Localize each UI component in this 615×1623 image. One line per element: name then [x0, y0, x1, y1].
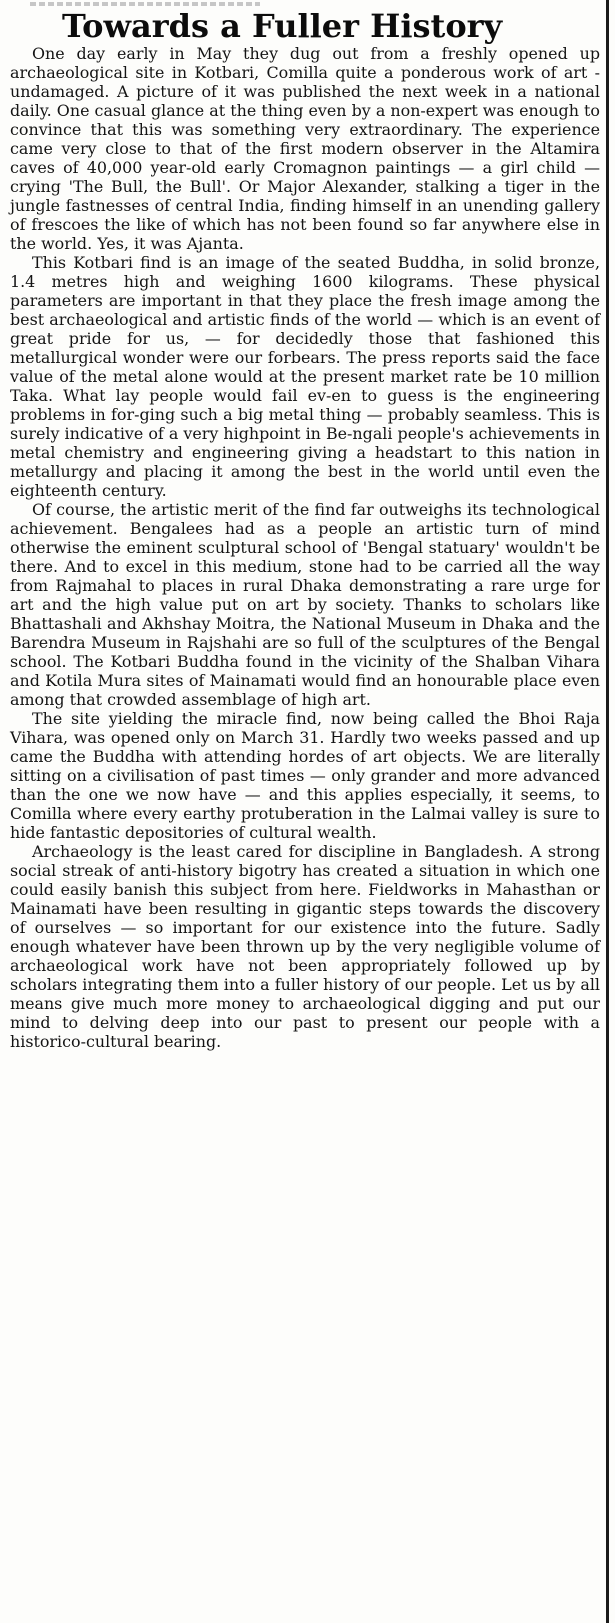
article-paragraph: Archaeology is the least cared for discipline in Bangladesh. A strong social streak of anti-history bigotry has created a situation in which one could easily banish this subject from here. Fieldworks in Mahasthan or Mainamati have been resulting in gigantic steps towards the discovery of ourselves — so important for our existence into the future. Sadly enough whatever have been thrown up by the very negligible volume of archaeological work have not been appropriately followed up by scholars integrating them into a fuller history of our people. Let us by all means give much more money to archaeological digging and put our mind to delving deep into our past to present our people with a historico-cultural bearing.: [10, 842, 600, 1051]
headline: Towards a Fuller History: [62, 7, 503, 45]
article-paragraph: This Kotbari find is an image of the seated Buddha, in solid bronze, 1.4 metres high and weighing 1600 kilograms. These physical parameters are important in that they place the fresh image among the best archaeological and artistic finds of the world — which is an event of great pride for us, — for decidedly those that fashioned this metallurgical wonder were our forbears. The press reports said the face value of the metal alone would at the present market rate be 10 million Taka. What lay people would fail ev-en to guess is the engineering problems in for-ging such a big metal thing — probably seamless. This is surely indicative of a very highpoint in Be-ngali people's achievements in metal chemistry and engineering giving a headstart to this nation in metallurgy and placing it among the best in the world until even the eighteenth century.: [10, 253, 600, 500]
article-paragraph: The site yielding the miracle find, now being called the Bhoi Raja Vihara, was opened only on March 31. Hardly two weeks passed and up came the Buddha with attending hordes of art objects. We are literally sitting on a civilisation of past times — only grander and more advanced than the one we now have — and this applies especially, it seems, to Comilla where every earthy protuberation in the Lalmai valley is sure to hide fantastic depositories of cultural wealth.: [10, 709, 600, 842]
article-paragraph: One day early in May they dug out from a freshly opened up archaeological site in Kotbari, Comilla quite a ponderous work of art - undamaged. A picture of it was published the next week in a national daily. One casual glance at the thing even by a non-expert was enough to convince that this was something very extraordinary. The experience came very close to that of the first modern observer in the Altamira caves of 40,000 year-old early Cromagnon paintings — a girl child — crying 'The Bull, the Bull'. Or Major Alexander, stalking a tiger in the jungle fastnesses of central India, finding himself in an unending gallery of frescoes the like of which has not been found so far anywhere else in the world. Yes, it was Ajanta.: [10, 44, 600, 253]
article-body: [10, 44, 600, 1051]
article-paragraph: Of course, the artistic merit of the find far outweighs its technological achievement. Bengalees had as a people an artistic turn of mind otherwise the eminent sculptural school of 'Bengal statuary' wouldn't be there. And to excel in this medium, stone had to be carried all the way from Rajmahal to places in rural Dhaka demonstrating a rare urge for art and the high value put on art by society. Thanks to scholars like Bhattashali and Akhshay Moitra, the National Museum in Dhaka and the Barendra Museum in Rajshahi are so full of the sculptures of the Bengal school. The Kotbari Buddha found in the vicinity of the Shalban Vihara and Kotila Mura sites of Mainamati would find an honourable place even among that crowded assemblage of high art.: [10, 500, 600, 709]
column-rule: [606, 0, 609, 1623]
